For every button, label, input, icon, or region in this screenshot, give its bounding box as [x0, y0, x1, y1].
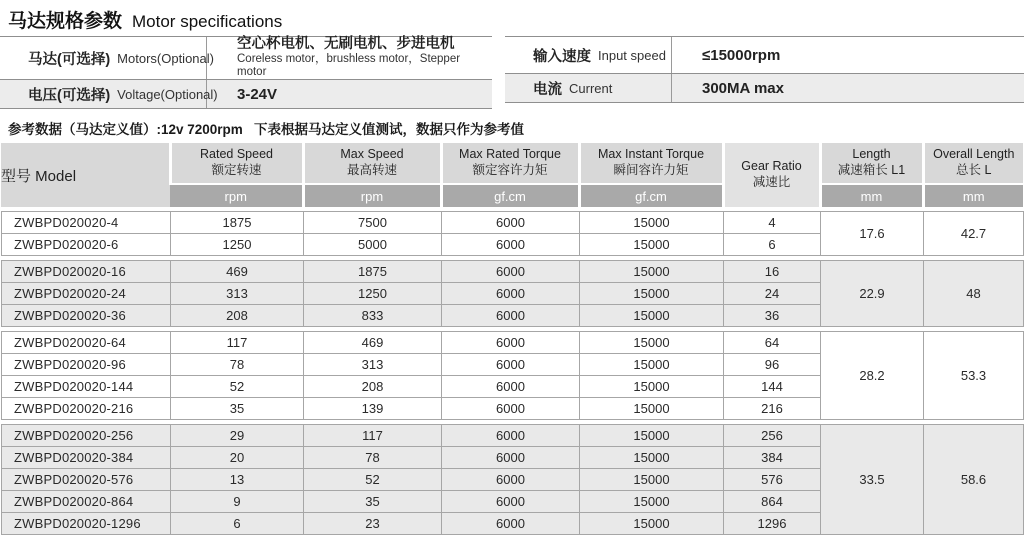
rated-speed-cell: 208 [171, 305, 304, 327]
input-speed-row [505, 37, 1024, 74]
rated-torque-cell: 6000 [442, 283, 580, 305]
model-cell: ZWBPD020020-256 [2, 425, 171, 447]
max-speed-header [303, 143, 441, 184]
rated-torque-cell: 6000 [442, 305, 580, 327]
spec-table-body [0, 211, 1024, 535]
model-cell: ZWBPD020020-576 [2, 469, 171, 491]
instant-torque-cell: 15000 [580, 447, 724, 469]
motors-optional-value [207, 37, 492, 79]
gear-ratio-cell: 576 [724, 469, 821, 491]
max-speed-cell: 208 [304, 376, 442, 398]
value: 300MA max [702, 79, 784, 97]
label-en: Input speed [598, 47, 666, 63]
gear-ratio-cell: 36 [724, 305, 821, 327]
value: ≤15000rpm [702, 46, 781, 64]
table-row [2, 212, 1024, 234]
instant-torque-cell: 15000 [580, 305, 724, 327]
info-tables [0, 36, 1024, 109]
rated-speed-cell: 469 [171, 261, 304, 283]
gear-ratio-cell: 16 [724, 261, 821, 283]
header-en: Gear Ratio [741, 159, 802, 174]
input-speed-value [672, 37, 1024, 73]
rated-torque-cell: 6000 [442, 447, 580, 469]
label-zh: 电压(可选择) [28, 87, 111, 104]
value: 3-24V [237, 85, 278, 103]
instant-torque-cell: 15000 [580, 469, 724, 491]
model-cell: ZWBPD020020-64 [2, 332, 171, 354]
rated-torque-cell: 6000 [442, 212, 580, 234]
rated-torque-cell: 6000 [442, 354, 580, 376]
gear-ratio-cell: 144 [724, 376, 821, 398]
header-zh: 减速比 [752, 175, 791, 189]
voltage-optional-value [207, 80, 492, 108]
max-rated-torque-header [441, 143, 579, 184]
max-speed-cell: 1250 [304, 283, 442, 305]
header-zh: 额定转速 [211, 163, 262, 177]
instant-torque-cell: 15000 [580, 332, 724, 354]
spec-group [1, 331, 1024, 420]
rated-speed-header [170, 143, 303, 184]
max-instant-torque-header [579, 143, 723, 184]
instant-torque-cell: 15000 [580, 212, 724, 234]
header-en: Max Instant Torque [597, 147, 705, 162]
gear-ratio-header [723, 143, 820, 207]
overall-length-cell: 53.3 [924, 332, 1024, 420]
max-speed-cell: 313 [304, 354, 442, 376]
model-cell: ZWBPD020020-144 [2, 376, 171, 398]
model-cell: ZWBPD020020-4 [2, 212, 171, 234]
rated-speed-cell: 6 [171, 513, 304, 535]
model-cell: ZWBPD020020-216 [2, 398, 171, 420]
model-cell: ZWBPD020020-16 [2, 261, 171, 283]
max-speed-cell: 5000 [304, 234, 442, 256]
length-l1-header [820, 143, 923, 184]
rated-speed-cell: 117 [171, 332, 304, 354]
max-speed-cell: 139 [304, 398, 442, 420]
label-zh: 马达(可选择) [28, 51, 111, 68]
rated-torque-cell: 6000 [442, 398, 580, 420]
current-row [505, 74, 1024, 103]
header-zh: 总长 L [956, 163, 992, 177]
motor-options-table [0, 36, 492, 109]
rated-speed-cell: 20 [171, 447, 304, 469]
rated-torque-cell: 6000 [442, 261, 580, 283]
rated-torque-cell: 6000 [442, 332, 580, 354]
unit-gfcm: gf.cm [441, 184, 579, 207]
unit-mm: mm [923, 184, 1023, 207]
instant-torque-cell: 15000 [580, 513, 724, 535]
model-cell: ZWBPD020020-864 [2, 491, 171, 513]
header-en: Max Rated Torque [459, 147, 561, 162]
gear-ratio-cell: 4 [724, 212, 821, 234]
current-value [672, 74, 1024, 102]
gear-ratio-cell: 1296 [724, 513, 821, 535]
overall-length-cell: 42.7 [924, 212, 1024, 256]
model-cell: ZWBPD020020-6 [2, 234, 171, 256]
instant-torque-cell: 15000 [580, 491, 724, 513]
model-cell: ZWBPD020020-384 [2, 447, 171, 469]
overall-length-cell: 58.6 [924, 425, 1024, 535]
header-en: Overall Length [933, 147, 1015, 162]
page-title [0, 0, 1024, 33]
voltage-optional-row [0, 80, 492, 109]
header-zh: 瞬间容许力矩 [613, 163, 689, 177]
motors-optional-row [0, 37, 492, 80]
gear-ratio-cell: 256 [724, 425, 821, 447]
instant-torque-cell: 15000 [580, 354, 724, 376]
rated-torque-cell: 6000 [442, 469, 580, 491]
instant-torque-cell: 15000 [580, 376, 724, 398]
rated-speed-cell: 9 [171, 491, 304, 513]
motors-optional-label [0, 37, 214, 79]
max-speed-cell: 833 [304, 305, 442, 327]
gear-ratio-cell: 6 [724, 234, 821, 256]
unit-rpm: rpm [303, 184, 441, 207]
gear-ratio-cell: 384 [724, 447, 821, 469]
spec-group [1, 260, 1024, 327]
model-column-header: 型号 Model [1, 143, 170, 207]
header-zh: 减速箱长 L1 [837, 163, 906, 177]
instant-torque-cell: 15000 [580, 234, 724, 256]
header-en: Rated Speed [200, 147, 273, 162]
overall-length-header [923, 143, 1023, 184]
max-speed-cell: 52 [304, 469, 442, 491]
header-zh: 额定容许力矩 [472, 163, 548, 177]
rated-speed-cell: 1250 [171, 234, 304, 256]
speed-current-table [505, 36, 1024, 109]
instant-torque-cell: 15000 [580, 398, 724, 420]
value-zh: 空心杯电机、无刷电机、步进电机 [237, 36, 455, 53]
page-title-zh: 马达规格参数 [8, 11, 123, 32]
rated-speed-cell: 1875 [171, 212, 304, 234]
unit-gfcm: gf.cm [579, 184, 723, 207]
unit-rpm: rpm [170, 184, 303, 207]
header-en: Length [852, 147, 891, 162]
header-zh: 最高转速 [346, 163, 397, 177]
gear-ratio-cell: 64 [724, 332, 821, 354]
model-cell: ZWBPD020020-96 [2, 354, 171, 376]
max-speed-cell: 469 [304, 332, 442, 354]
header-en: Max Speed [340, 147, 404, 162]
label-zh: 电流 [533, 81, 562, 98]
table-row [2, 332, 1024, 354]
length-l1-cell: 33.5 [821, 425, 924, 535]
gear-ratio-cell: 216 [724, 398, 821, 420]
input-speed-label [505, 37, 672, 73]
length-l1-cell: 17.6 [821, 212, 924, 256]
spec-group [1, 424, 1024, 535]
model-cell: ZWBPD020020-24 [2, 283, 171, 305]
instant-torque-cell: 15000 [580, 261, 724, 283]
unit-mm: mm [820, 184, 923, 207]
max-speed-cell: 7500 [304, 212, 442, 234]
max-speed-cell: 35 [304, 491, 442, 513]
label-zh: 输入速度 [533, 48, 591, 65]
rated-torque-cell: 6000 [442, 491, 580, 513]
rated-speed-cell: 13 [171, 469, 304, 491]
rated-torque-cell: 6000 [442, 425, 580, 447]
label-en: Voltage(Optional) [117, 86, 218, 102]
motor-spec-table [0, 143, 1024, 535]
max-speed-cell: 117 [304, 425, 442, 447]
rated-speed-cell: 35 [171, 398, 304, 420]
rated-speed-cell: 52 [171, 376, 304, 398]
gear-ratio-cell: 24 [724, 283, 821, 305]
header-row-top [1, 143, 1023, 184]
gear-ratio-cell: 864 [724, 491, 821, 513]
reference-note: 参考数据（马达定义值）:12v 7200rpm 下表根据马达定义值测试，数据只作为参考值 [8, 122, 525, 137]
rated-speed-cell: 29 [171, 425, 304, 447]
rated-speed-cell: 313 [171, 283, 304, 305]
model-cell: ZWBPD020020-36 [2, 305, 171, 327]
rated-torque-cell: 6000 [442, 234, 580, 256]
table-row [2, 425, 1024, 447]
voltage-optional-label [0, 80, 218, 108]
label-en: Motors(Optional) [117, 50, 214, 66]
table-row [2, 261, 1024, 283]
max-speed-cell: 1875 [304, 261, 442, 283]
spec-group [1, 211, 1024, 256]
value-en: Coreless motor，brushless motor，Stepper motor [237, 53, 461, 79]
instant-torque-cell: 15000 [580, 425, 724, 447]
label-en: Current [569, 80, 613, 96]
spec-table-header [1, 143, 1023, 207]
current-label [505, 74, 672, 102]
rated-torque-cell: 6000 [442, 376, 580, 398]
model-cell: ZWBPD020020-1296 [2, 513, 171, 535]
max-speed-cell: 23 [304, 513, 442, 535]
page-title-en: Motor specifications [132, 12, 283, 31]
rated-torque-cell: 6000 [442, 513, 580, 535]
length-l1-cell: 22.9 [821, 261, 924, 327]
rated-speed-cell: 78 [171, 354, 304, 376]
gear-ratio-cell: 96 [724, 354, 821, 376]
length-l1-cell: 28.2 [821, 332, 924, 420]
max-speed-cell: 78 [304, 447, 442, 469]
overall-length-cell: 48 [924, 261, 1024, 327]
instant-torque-cell: 15000 [580, 283, 724, 305]
